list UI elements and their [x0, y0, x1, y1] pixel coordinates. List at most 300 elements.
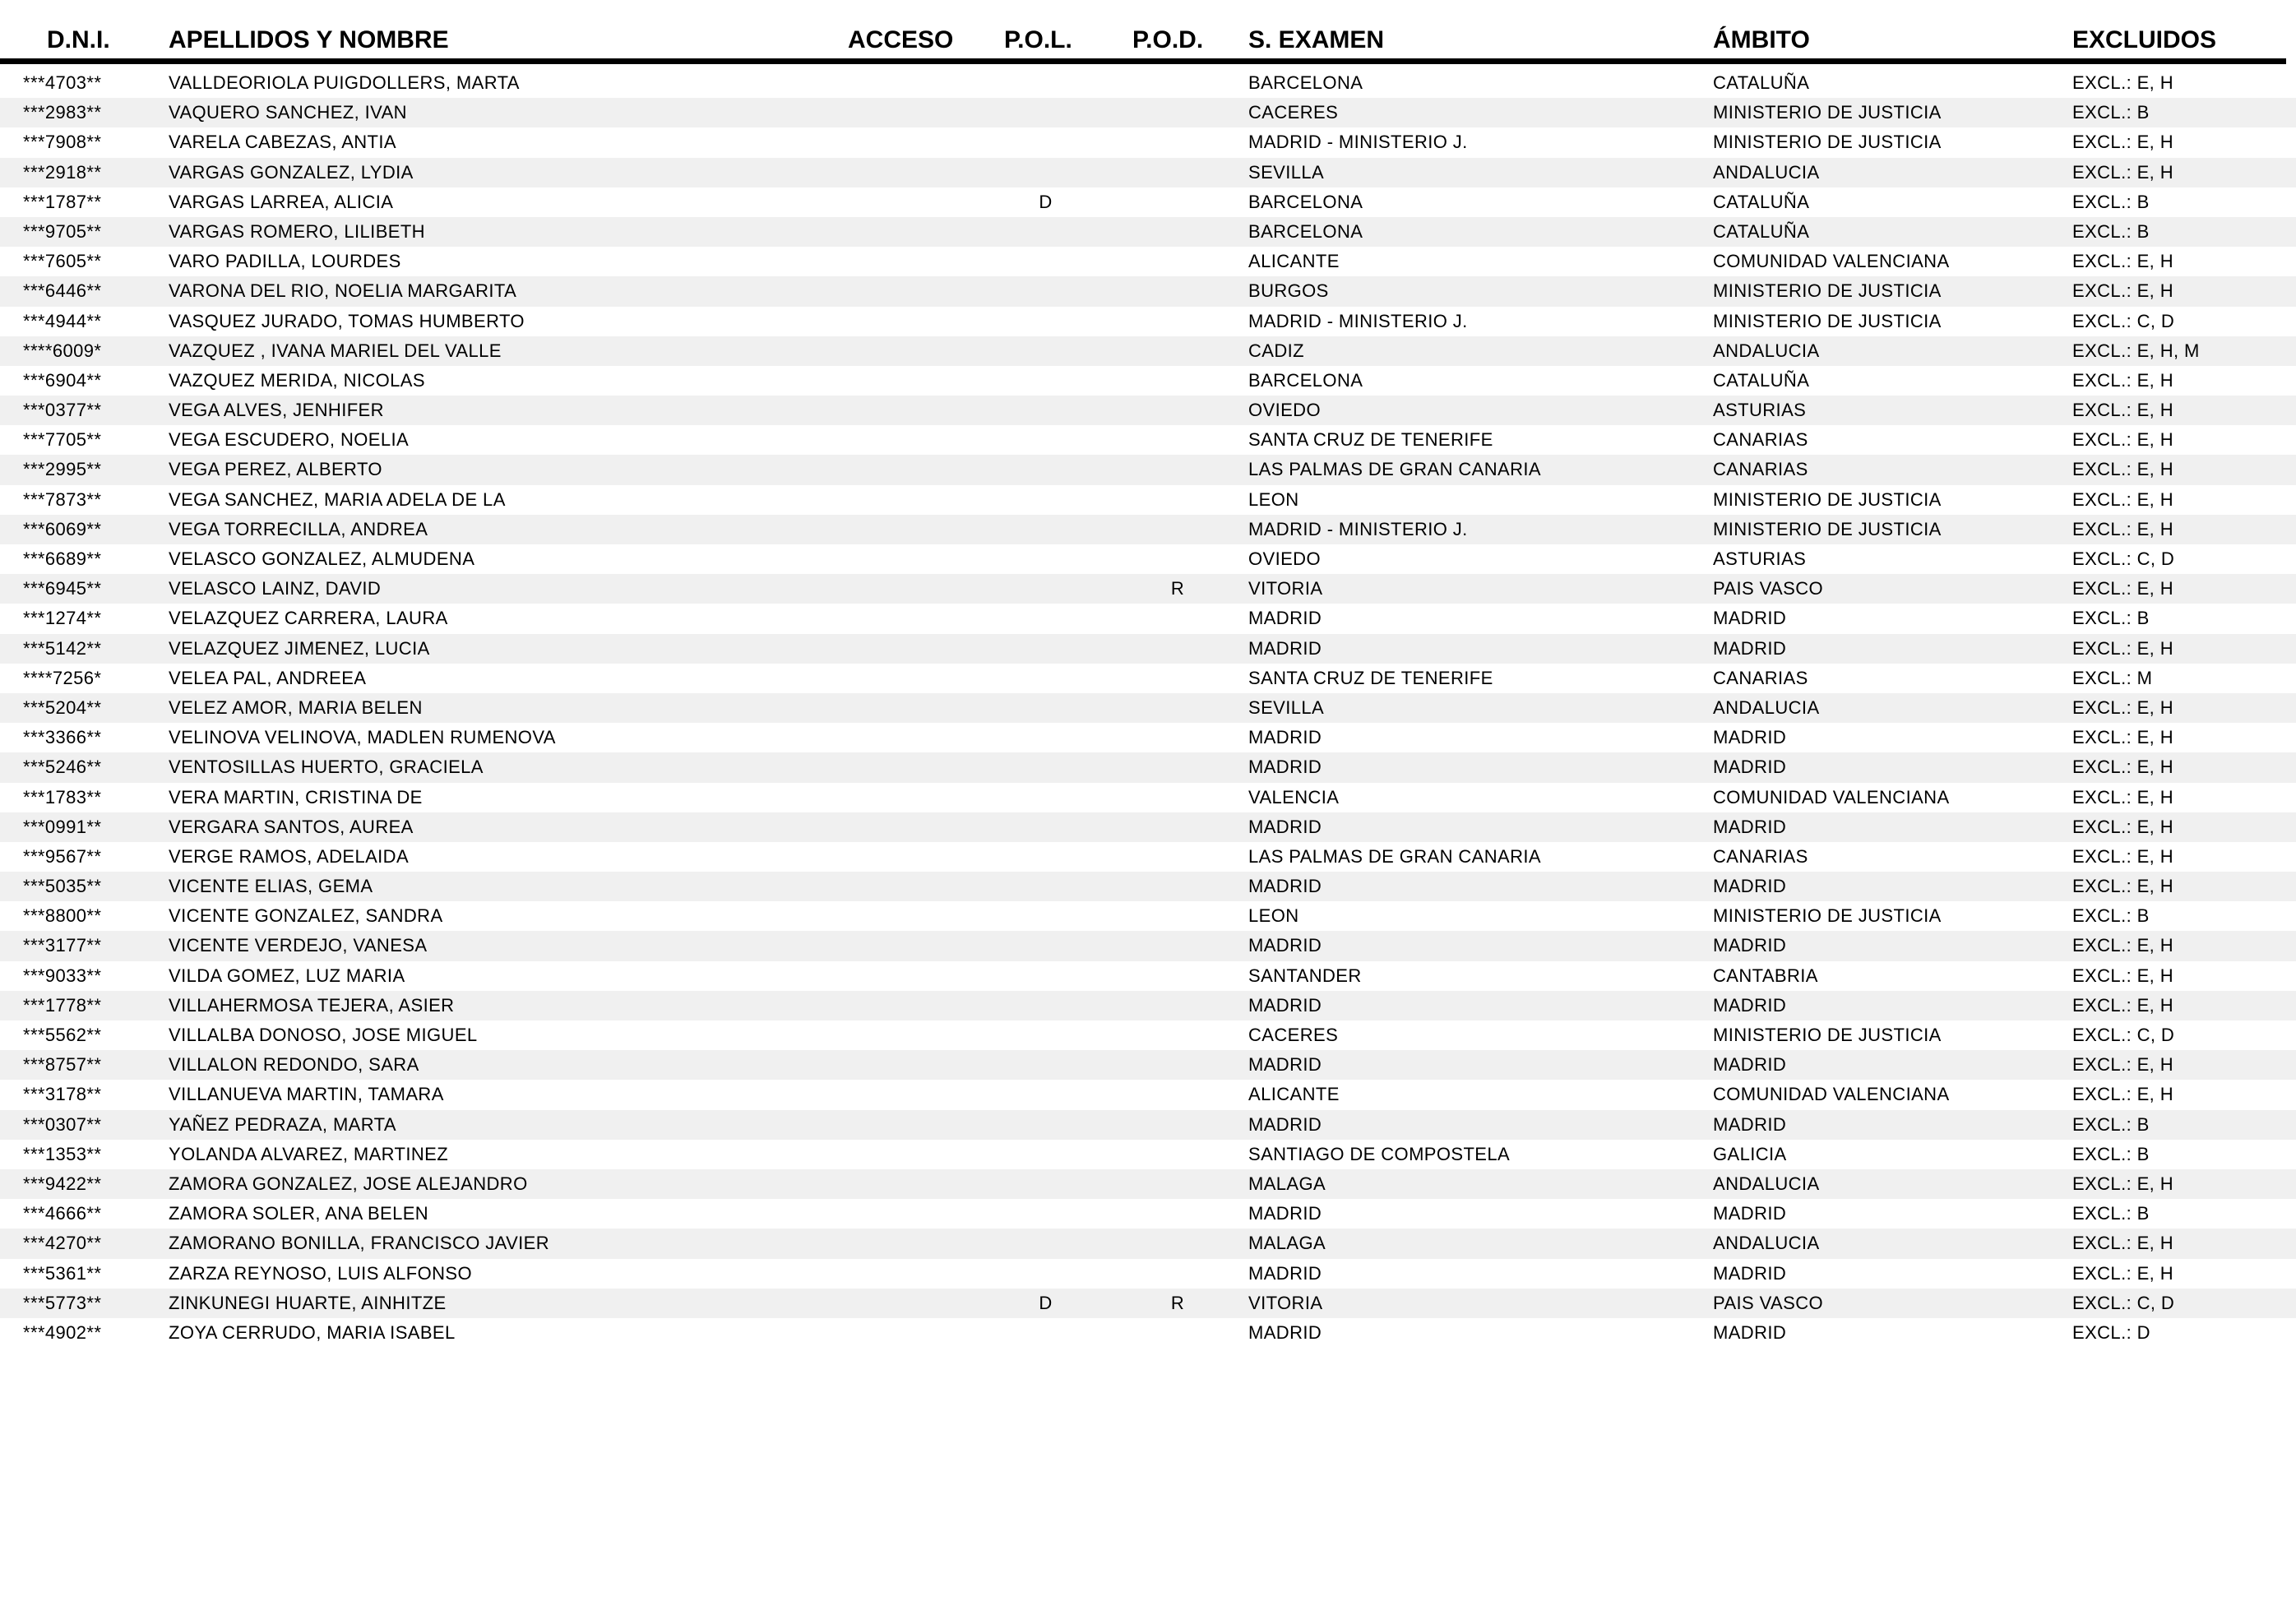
cell-pod [1132, 693, 1248, 723]
table-row [0, 842, 2296, 872]
cell-pod [1132, 1050, 1248, 1080]
table-row [0, 723, 2296, 752]
cell-excl: EXCL.: E, H [2072, 72, 2173, 93]
cell-acceso [848, 664, 1004, 693]
table-row [0, 752, 2296, 782]
cell-excl: EXCL.: C, D [2072, 1292, 2175, 1313]
cell-examen: VITORIA [1248, 1292, 1323, 1313]
cell-ambito: CANTABRIA [1713, 965, 1818, 986]
cell-excl: EXCL.: B [2072, 102, 2150, 123]
cell-acceso [848, 574, 1004, 604]
table-row [0, 901, 2296, 931]
header-rule [0, 58, 2286, 64]
cell-pol [1004, 68, 1132, 98]
cell-name: VENTOSILLAS HUERTO, GRACIELA [169, 757, 484, 778]
cell-pod: R [1170, 578, 1185, 599]
cell-ambito: MADRID [1713, 1321, 1787, 1343]
cell-examen: OVIEDO [1248, 548, 1321, 569]
cell-pod [1132, 336, 1248, 366]
cell-excl: EXCL.: C, D [2072, 1025, 2175, 1045]
cell-ambito: MADRID [1713, 757, 1787, 778]
column-header-dni: D.N.I. [47, 26, 110, 53]
table-row [0, 1289, 2296, 1318]
cell-pod [1132, 187, 1248, 217]
cell-dni: ***1787** [23, 191, 102, 212]
cell-name: VARGAS ROMERO, LILIBETH [169, 220, 425, 242]
cell-pol [1004, 752, 1132, 782]
cell-pod [1132, 1080, 1248, 1109]
cell-dni: ***8800** [23, 905, 102, 927]
cell-examen: BARCELONA [1248, 191, 1363, 212]
cell-pod [1132, 634, 1248, 664]
cell-dni: ***9033** [23, 965, 102, 986]
cell-ambito: CANARIAS [1713, 667, 1808, 688]
cell-dni: ***1353** [23, 1143, 102, 1164]
table-row [0, 1050, 2296, 1080]
cell-pod [1132, 1229, 1248, 1258]
cell-pol [1004, 366, 1132, 396]
cell-ambito: ANDALUCIA [1713, 1233, 1820, 1254]
cell-excl: EXCL.: E, H [2072, 1084, 2173, 1105]
cell-dni: ***2983** [23, 102, 102, 123]
cell-excl: EXCL.: E, H [2072, 400, 2173, 421]
cell-ambito: MINISTERIO DE JUSTICIA [1713, 1025, 1942, 1045]
cell-pol [1004, 515, 1132, 544]
cell-pod: R [1170, 1292, 1185, 1313]
cell-examen: MADRID [1248, 1262, 1322, 1284]
cell-name: VEGA PEREZ, ALBERTO [169, 459, 382, 480]
cell-excl: EXCL.: E, H [2072, 1262, 2173, 1284]
cell-ambito: MINISTERIO DE JUSTICIA [1713, 102, 1942, 123]
cell-dni: ***7705** [23, 429, 102, 451]
cell-pol [1004, 634, 1132, 664]
cell-pol [1004, 276, 1132, 306]
column-header-name: APELLIDOS Y NOMBRE [169, 26, 449, 53]
cell-pol [1004, 1110, 1132, 1140]
cell-acceso [848, 158, 1004, 187]
cell-name: YOLANDA ALVAREZ, MARTINEZ [169, 1143, 449, 1164]
cell-excl: EXCL.: E, H [2072, 161, 2173, 183]
cell-name: VARGAS GONZALEZ, LYDIA [169, 161, 414, 183]
cell-examen: ALICANTE [1248, 251, 1340, 272]
cell-name: ZAMORA GONZALEZ, JOSE ALEJANDRO [169, 1173, 528, 1194]
cell-ambito: COMUNIDAD VALENCIANA [1713, 251, 1950, 272]
cell-ambito: MADRID [1713, 1203, 1787, 1224]
table-row [0, 574, 2296, 604]
cell-dni: ***4944** [23, 310, 102, 331]
cell-ambito: MADRID [1713, 1262, 1787, 1284]
cell-name: VERA MARTIN, CRISTINA DE [169, 786, 423, 808]
cell-examen: MADRID [1248, 1113, 1322, 1135]
cell-acceso [848, 1110, 1004, 1140]
cell-name: ZARZA REYNOSO, LUIS ALFONSO [169, 1262, 472, 1284]
cell-ambito: MINISTERIO DE JUSTICIA [1713, 488, 1942, 510]
cell-dni: ***5246** [23, 757, 102, 778]
cell-examen: MADRID [1248, 1054, 1322, 1076]
cell-pod [1132, 1140, 1248, 1169]
cell-pol [1004, 425, 1132, 455]
cell-excl: EXCL.: E, H [2072, 876, 2173, 897]
cell-dni: ***0307** [23, 1113, 102, 1135]
cell-acceso [848, 723, 1004, 752]
cell-pol [1004, 872, 1132, 901]
cell-ambito: CANARIAS [1713, 429, 1808, 451]
cell-pol [1004, 783, 1132, 812]
cell-pol [1004, 1199, 1132, 1229]
cell-acceso [848, 812, 1004, 842]
cell-ambito: CATALUÑA [1713, 72, 1810, 93]
table-row [0, 127, 2296, 157]
cell-pol [1004, 1259, 1132, 1289]
cell-excl: EXCL.: E, H [2072, 935, 2173, 956]
cell-excl: EXCL.: E, H [2072, 459, 2173, 480]
cell-excl: EXCL.: E, H [2072, 518, 2173, 539]
cell-dni: ***5204** [23, 696, 102, 718]
cell-pol [1004, 307, 1132, 336]
cell-pod [1132, 158, 1248, 187]
column-header-acceso: ACCESO [848, 26, 954, 53]
cell-pol [1004, 336, 1132, 366]
cell-pod [1132, 68, 1248, 98]
cell-name: VILLALON REDONDO, SARA [169, 1054, 419, 1076]
cell-acceso [848, 752, 1004, 782]
cell-acceso [848, 1259, 1004, 1289]
cell-excl: EXCL.: E, H [2072, 429, 2173, 451]
cell-acceso [848, 455, 1004, 484]
cell-name: VICENTE ELIAS, GEMA [169, 876, 373, 897]
cell-name: VEGA SANCHEZ, MARIA ADELA DE LA [169, 488, 506, 510]
cell-dni: ***1783** [23, 786, 102, 808]
cell-dni: ***2995** [23, 459, 102, 480]
cell-examen: MADRID [1248, 757, 1322, 778]
cell-pod [1132, 98, 1248, 127]
cell-excl: EXCL.: E, H [2072, 786, 2173, 808]
cell-ambito: COMUNIDAD VALENCIANA [1713, 1084, 1950, 1105]
cell-dni: ***4666** [23, 1203, 102, 1224]
table-row [0, 544, 2296, 574]
table-row [0, 336, 2296, 366]
table-row [0, 515, 2296, 544]
cell-name: VALLDEORIOLA PUIGDOLLERS, MARTA [169, 72, 520, 93]
cell-ambito: MADRID [1713, 1113, 1787, 1135]
cell-acceso [848, 604, 1004, 633]
cell-excl: EXCL.: E, H [2072, 280, 2173, 302]
cell-excl: EXCL.: B [2072, 905, 2150, 927]
cell-pod [1132, 217, 1248, 247]
cell-name: VEGA ESCUDERO, NOELIA [169, 429, 410, 451]
cell-name: VELASCO LAINZ, DAVID [169, 578, 382, 599]
cell-acceso [848, 336, 1004, 366]
table-row [0, 991, 2296, 1020]
cell-pod [1132, 604, 1248, 633]
cell-pol [1004, 485, 1132, 515]
cell-acceso [848, 425, 1004, 455]
cell-ambito: MADRID [1713, 1054, 1787, 1076]
cell-ambito: MADRID [1713, 608, 1787, 629]
cell-ambito: PAIS VASCO [1713, 1292, 1824, 1313]
cell-excl: EXCL.: E, H [2072, 488, 2173, 510]
cell-name: VILLALBA DONOSO, JOSE MIGUEL [169, 1025, 478, 1045]
table-header [0, 0, 2296, 58]
cell-acceso [848, 961, 1004, 991]
cell-excl: EXCL.: E, H [2072, 132, 2173, 153]
column-header-ambito: ÁMBITO [1713, 26, 1810, 53]
cell-examen: VITORIA [1248, 578, 1323, 599]
table-row [0, 366, 2296, 396]
table-row [0, 1229, 2296, 1258]
cell-name: VARONA DEL RIO, NOELIA MARGARITA [169, 280, 517, 302]
cell-name: VEGA ALVES, JENHIFER [169, 400, 384, 421]
table-row [0, 217, 2296, 247]
cell-acceso [848, 544, 1004, 574]
cell-acceso [848, 1050, 1004, 1080]
cell-excl: EXCL.: E, H [2072, 1173, 2173, 1194]
cell-excl: EXCL.: E, H [2072, 845, 2173, 867]
cell-examen: SEVILLA [1248, 696, 1325, 718]
cell-dni: ***5361** [23, 1262, 102, 1284]
cell-ambito: MINISTERIO DE JUSTICIA [1713, 132, 1942, 153]
cell-examen: LEON [1248, 488, 1299, 510]
cell-pod [1132, 842, 1248, 872]
cell-pod [1132, 872, 1248, 901]
table-row [0, 664, 2296, 693]
cell-dni: ***5773** [23, 1292, 102, 1313]
cell-dni: ***7873** [23, 488, 102, 510]
cell-excl: EXCL.: B [2072, 1203, 2150, 1224]
cell-excl: EXCL.: B [2072, 608, 2150, 629]
table-row [0, 276, 2296, 306]
cell-pol [1004, 1140, 1132, 1169]
cell-pol [1004, 1080, 1132, 1109]
cell-name: VASQUEZ JURADO, TOMAS HUMBERTO [169, 310, 525, 331]
cell-dni: ****7256* [23, 667, 102, 688]
table-row [0, 425, 2296, 455]
cell-excl: EXCL.: B [2072, 1143, 2150, 1164]
cell-examen: BARCELONA [1248, 220, 1363, 242]
cell-acceso [848, 1229, 1004, 1258]
cell-dni: ***9567** [23, 845, 102, 867]
cell-pod [1132, 723, 1248, 752]
cell-ambito: PAIS VASCO [1713, 578, 1824, 599]
table-row [0, 1140, 2296, 1169]
cell-pod [1132, 1318, 1248, 1348]
cell-excl: EXCL.: E, H [2072, 994, 2173, 1016]
cell-excl: EXCL.: E, H [2072, 727, 2173, 748]
cell-excl: EXCL.: C, D [2072, 548, 2175, 569]
table-row [0, 1020, 2296, 1050]
cell-name: ZAMORA SOLER, ANA BELEN [169, 1203, 429, 1224]
cell-excl: EXCL.: E, H [2072, 251, 2173, 272]
cell-pod [1132, 515, 1248, 544]
cell-excl: EXCL.: E, H [2072, 578, 2173, 599]
cell-examen: LEON [1248, 905, 1299, 927]
cell-name: VERGARA SANTOS, AUREA [169, 816, 414, 837]
cell-name: VELAZQUEZ JIMENEZ, LUCIA [169, 637, 430, 659]
cell-excl: EXCL.: B [2072, 191, 2150, 212]
cell-ambito: CATALUÑA [1713, 191, 1810, 212]
cell-pol [1004, 1020, 1132, 1050]
cell-pod [1132, 544, 1248, 574]
cell-pod [1132, 485, 1248, 515]
table-row [0, 247, 2296, 276]
cell-acceso [848, 1318, 1004, 1348]
cell-pol [1004, 961, 1132, 991]
cell-examen: SEVILLA [1248, 161, 1325, 183]
cell-acceso [848, 127, 1004, 157]
table-row [0, 1110, 2296, 1140]
cell-examen: LAS PALMAS DE GRAN CANARIA [1248, 459, 1541, 480]
cell-pod [1132, 901, 1248, 931]
cell-name: VERGE RAMOS, ADELAIDA [169, 845, 410, 867]
cell-name: VELASCO GONZALEZ, ALMUDENA [169, 548, 475, 569]
cell-acceso [848, 872, 1004, 901]
cell-excl: EXCL.: D [2072, 1321, 2150, 1343]
cell-examen: MADRID [1248, 727, 1322, 748]
cell-pol [1004, 664, 1132, 693]
cell-pol [1004, 127, 1132, 157]
cell-pol: D [1039, 1292, 1053, 1313]
cell-examen: ALICANTE [1248, 1084, 1340, 1105]
cell-pol [1004, 693, 1132, 723]
cell-pod [1132, 1110, 1248, 1140]
cell-acceso [848, 247, 1004, 276]
cell-pod [1132, 961, 1248, 991]
cell-acceso [848, 98, 1004, 127]
cell-dni: ***6069** [23, 518, 102, 539]
cell-name: VAZQUEZ , IVANA MARIEL DEL VALLE [169, 340, 502, 361]
cell-pod [1132, 812, 1248, 842]
cell-acceso [848, 783, 1004, 812]
table-row [0, 961, 2296, 991]
cell-ambito: COMUNIDAD VALENCIANA [1713, 786, 1950, 808]
cell-pod [1132, 455, 1248, 484]
cell-dni: ***1274** [23, 608, 102, 629]
cell-ambito: ANDALUCIA [1713, 1173, 1820, 1194]
cell-ambito: CANARIAS [1713, 845, 1808, 867]
table-row [0, 812, 2296, 842]
cell-name: VARGAS LARREA, ALICIA [169, 191, 394, 212]
table-row [0, 634, 2296, 664]
table-row [0, 485, 2296, 515]
cell-examen: SANTANDER [1248, 965, 1362, 986]
cell-dni: ***0377** [23, 400, 102, 421]
cell-ambito: MADRID [1713, 727, 1787, 748]
table-row [0, 1080, 2296, 1109]
cell-examen: MADRID - MINISTERIO J. [1248, 132, 1468, 153]
cell-pod [1132, 366, 1248, 396]
cell-pod [1132, 752, 1248, 782]
cell-examen: CACERES [1248, 102, 1339, 123]
cell-dni: ***8757** [23, 1054, 102, 1076]
cell-pol [1004, 217, 1132, 247]
cell-name: VAZQUEZ MERIDA, NICOLAS [169, 369, 425, 391]
cell-examen: SANTA CRUZ DE TENERIFE [1248, 429, 1493, 451]
cell-examen: OVIEDO [1248, 400, 1321, 421]
cell-ambito: CANARIAS [1713, 459, 1808, 480]
cell-examen: VALENCIA [1248, 786, 1340, 808]
cell-examen: BURGOS [1248, 280, 1329, 302]
cell-dni: ***3366** [23, 727, 102, 748]
table-row [0, 158, 2296, 187]
cell-ambito: MINISTERIO DE JUSTICIA [1713, 905, 1942, 927]
cell-ambito: ANDALUCIA [1713, 340, 1820, 361]
cell-dni: ***6446** [23, 280, 102, 302]
cell-dni: ***7908** [23, 132, 102, 153]
cell-name: VELEA PAL, ANDREEA [169, 667, 367, 688]
table-row [0, 931, 2296, 960]
cell-ambito: GALICIA [1713, 1143, 1787, 1164]
table-row [0, 1259, 2296, 1289]
cell-excl: EXCL.: E, H [2072, 1233, 2173, 1254]
cell-ambito: MADRID [1713, 935, 1787, 956]
cell-pol [1004, 991, 1132, 1020]
cell-acceso [848, 634, 1004, 664]
cell-pol [1004, 247, 1132, 276]
cell-name: VEGA TORRECILLA, ANDREA [169, 518, 428, 539]
cell-pod [1132, 276, 1248, 306]
cell-pod [1132, 1199, 1248, 1229]
cell-excl: EXCL.: B [2072, 1113, 2150, 1135]
cell-pod [1132, 783, 1248, 812]
cell-examen: MALAGA [1248, 1173, 1326, 1194]
cell-name: VAQUERO SANCHEZ, IVAN [169, 102, 407, 123]
cell-examen: MADRID - MINISTERIO J. [1248, 310, 1468, 331]
cell-pod [1132, 1169, 1248, 1199]
cell-acceso [848, 366, 1004, 396]
table-row [0, 68, 2296, 98]
cell-examen: MADRID [1248, 935, 1322, 956]
cell-excl: EXCL.: B [2072, 220, 2150, 242]
cell-excl: EXCL.: E, H [2072, 369, 2173, 391]
table-row [0, 307, 2296, 336]
cell-ambito: CATALUÑA [1713, 220, 1810, 242]
cell-ambito: MINISTERIO DE JUSTICIA [1713, 518, 1942, 539]
cell-pol [1004, 396, 1132, 425]
cell-excl: EXCL.: E, H [2072, 696, 2173, 718]
column-header-pod: P.O.D. [1132, 26, 1204, 53]
cell-pod [1132, 127, 1248, 157]
cell-pod [1132, 307, 1248, 336]
cell-dni: ***6689** [23, 548, 102, 569]
cell-pol [1004, 158, 1132, 187]
table-row [0, 1169, 2296, 1199]
cell-ambito: ASTURIAS [1713, 548, 1807, 569]
cell-examen: MADRID [1248, 637, 1322, 659]
column-header-excluidos: EXCLUIDOS [2072, 26, 2217, 53]
cell-ambito: ANDALUCIA [1713, 696, 1820, 718]
cell-pol [1004, 98, 1132, 127]
cell-examen: SANTIAGO DE COMPOSTELA [1248, 1143, 1511, 1164]
cell-pod [1132, 247, 1248, 276]
cell-ambito: MADRID [1713, 876, 1787, 897]
cell-acceso [848, 1289, 1004, 1318]
cell-examen: MADRID [1248, 1321, 1322, 1343]
cell-pod [1132, 396, 1248, 425]
cell-dni: ***7605** [23, 251, 102, 272]
cell-acceso [848, 1199, 1004, 1229]
cell-name: VARO PADILLA, LOURDES [169, 251, 401, 272]
cell-acceso [848, 485, 1004, 515]
cell-dni: ***6904** [23, 369, 102, 391]
cell-pol [1004, 812, 1132, 842]
cell-dni: ****6009* [23, 340, 102, 361]
cell-examen: BARCELONA [1248, 369, 1363, 391]
cell-dni: ***5142** [23, 637, 102, 659]
table-row [0, 396, 2296, 425]
cell-pod [1132, 1259, 1248, 1289]
cell-pod [1132, 664, 1248, 693]
cell-dni: ***3178** [23, 1084, 102, 1105]
